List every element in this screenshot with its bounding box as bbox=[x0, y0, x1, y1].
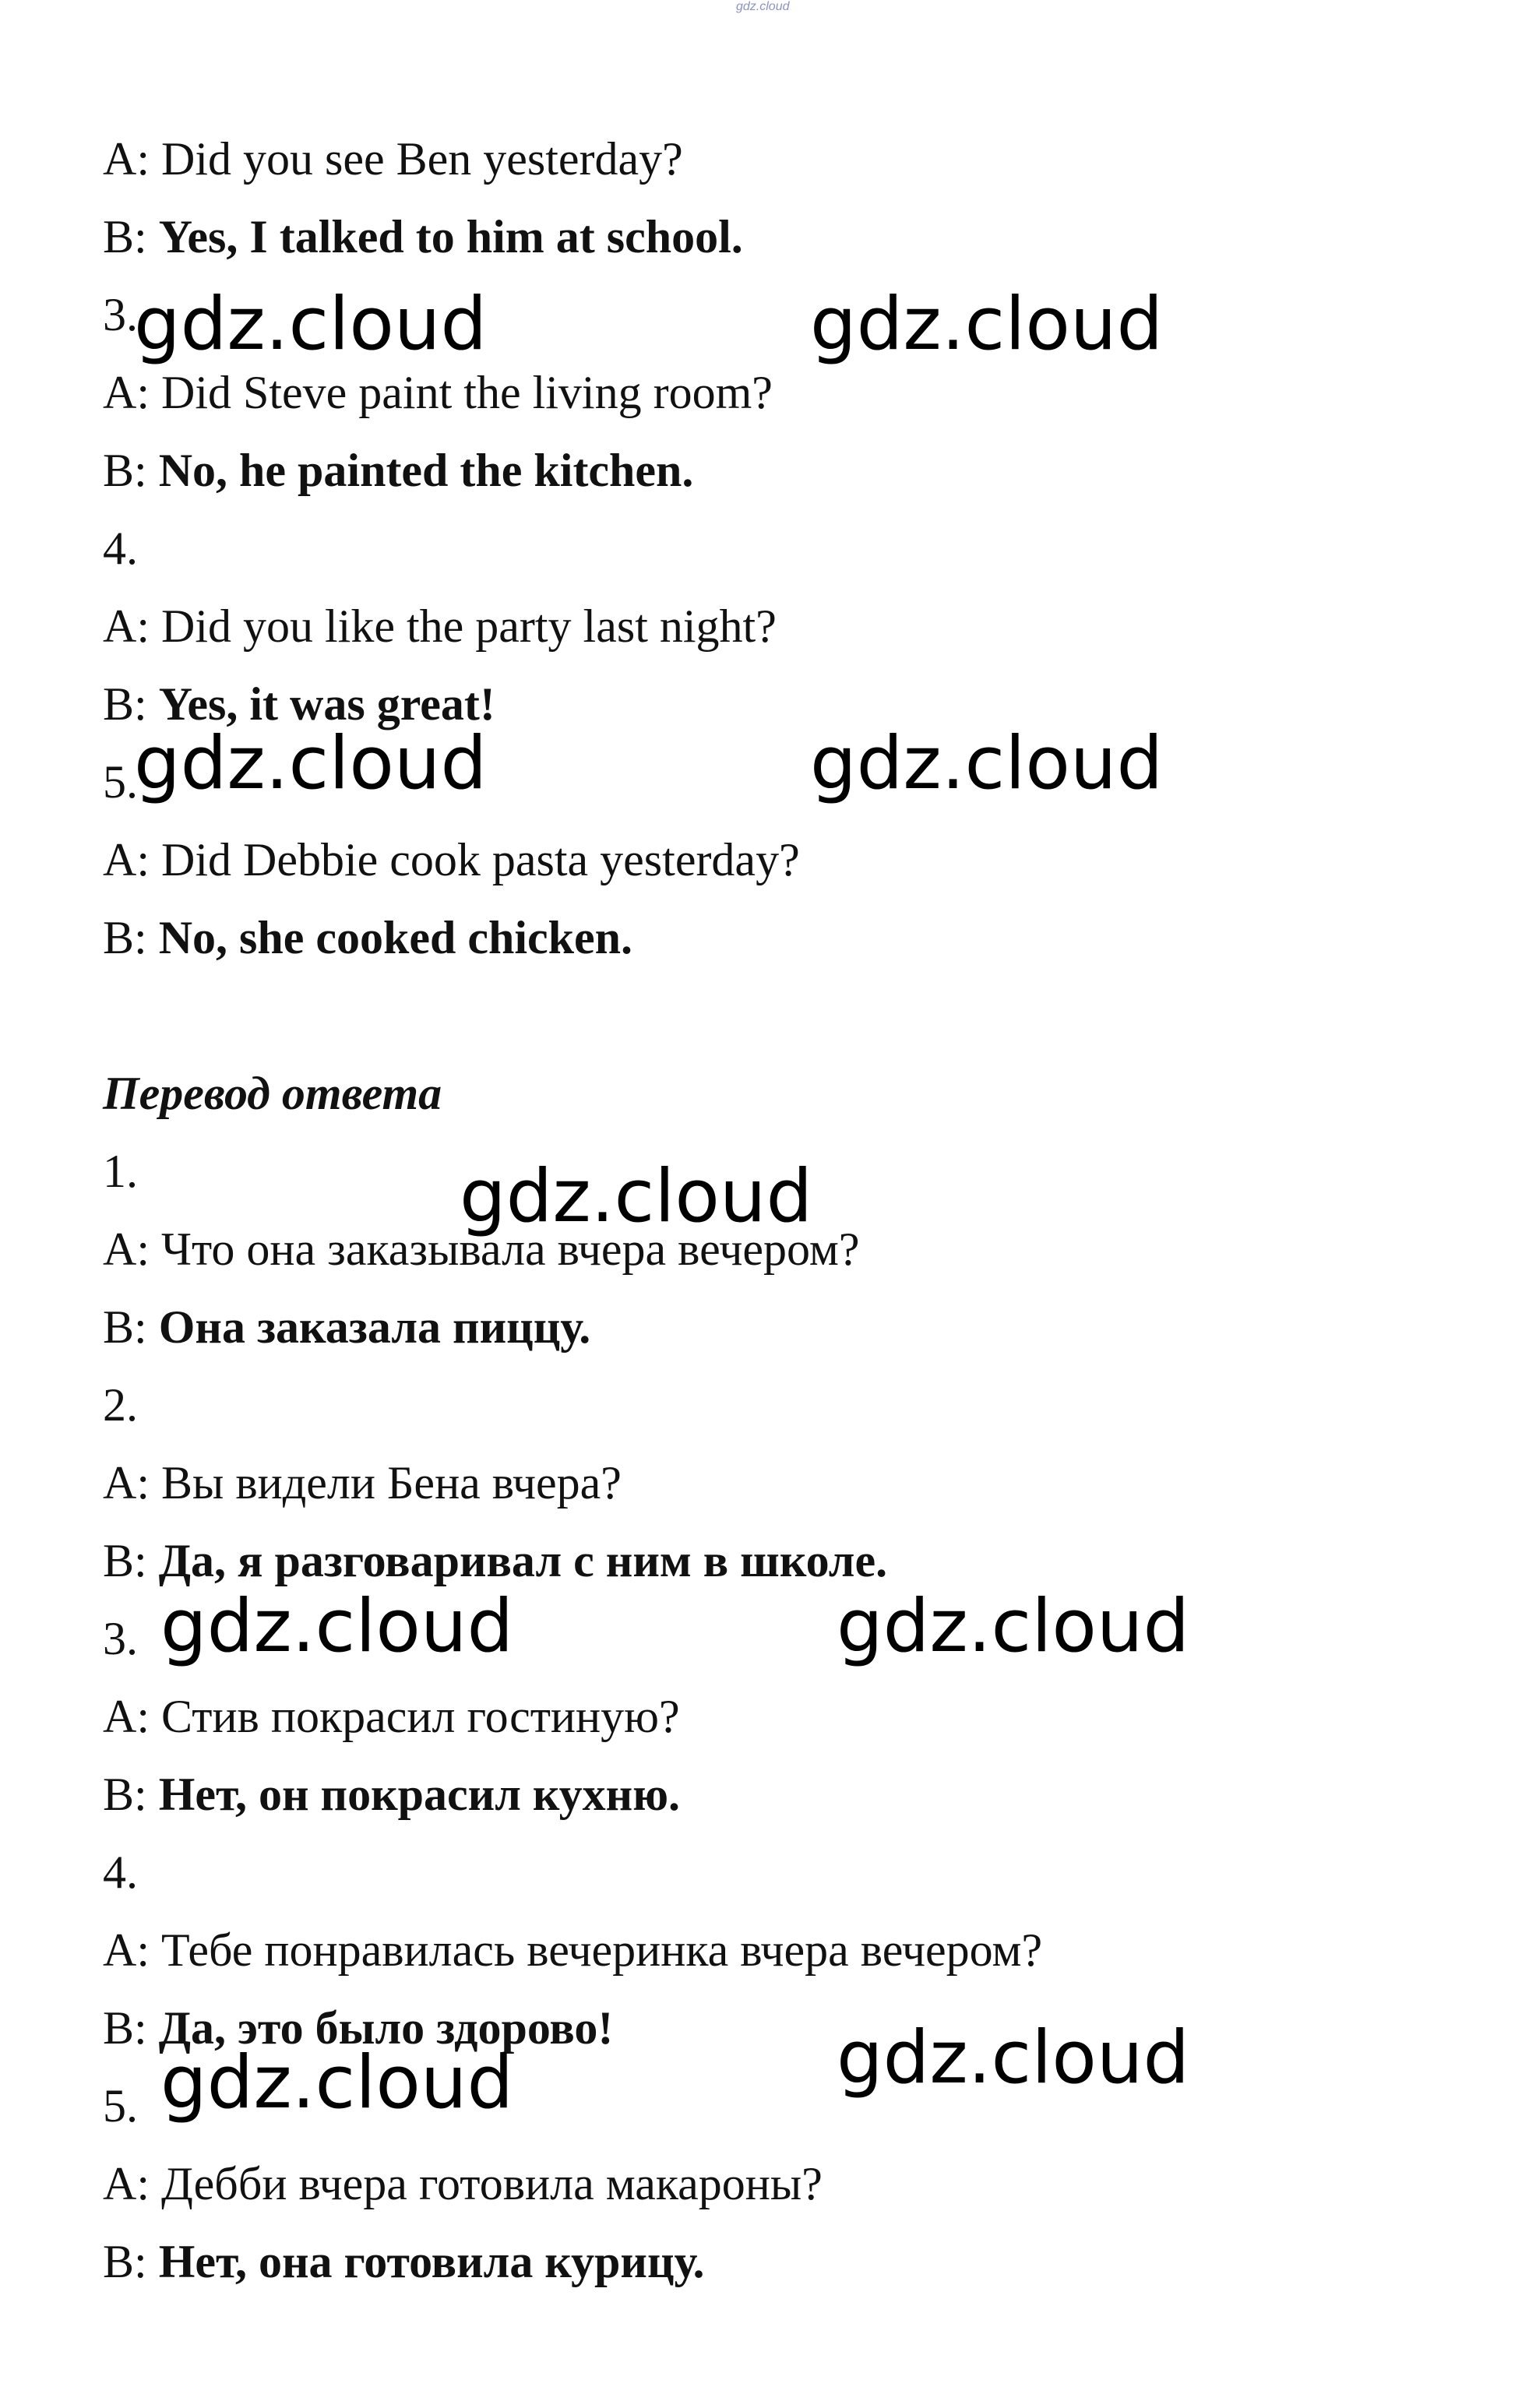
item-number bbox=[103, 2080, 138, 2132]
watermark: gdz.cloud bbox=[460, 1154, 813, 1239]
watermark: gdz.cloud bbox=[810, 721, 1164, 806]
dialogue-line bbox=[103, 1537, 887, 1584]
watermark: gdz.cloud bbox=[837, 1584, 1190, 1669]
dialogue-line bbox=[103, 678, 495, 730]
answer-text: Да, я разговаривал с ним в школе. bbox=[158, 1535, 888, 1586]
speaker-label: A: bbox=[103, 834, 161, 885]
speaker-label: B: bbox=[103, 1769, 159, 1820]
item-number bbox=[103, 1379, 138, 1431]
speaker-label: A: bbox=[103, 1691, 161, 1742]
section-heading: Перевод ответа bbox=[103, 1068, 442, 1119]
question-text: Did Debbie cook pasta yesterday? bbox=[161, 834, 800, 885]
answer-text: Нет, она готовила курицу. bbox=[158, 2236, 705, 2287]
item-number bbox=[103, 1846, 138, 1898]
dialogue-line bbox=[103, 914, 632, 961]
speaker-label: A: bbox=[103, 1924, 161, 1976]
dialogue-line bbox=[103, 1771, 680, 1818]
speaker-label: A: bbox=[103, 2158, 161, 2209]
speaker-label: A: bbox=[103, 133, 161, 185]
watermark: gdz.cloud bbox=[810, 282, 1164, 367]
watermark: gdz.cloud bbox=[134, 282, 488, 367]
dialogue-line bbox=[103, 133, 683, 185]
item-number bbox=[103, 756, 138, 808]
dialogue-line bbox=[103, 836, 800, 883]
question-text: Did you like the party last night? bbox=[161, 600, 777, 652]
header-watermark: gdz.cloud bbox=[736, 0, 790, 13]
number-label: 5. bbox=[103, 756, 138, 808]
watermark: gdz.cloud bbox=[837, 2015, 1190, 2100]
item-number bbox=[103, 291, 138, 338]
speaker-label: B: bbox=[103, 912, 159, 963]
speaker-label: A: bbox=[103, 1457, 161, 1509]
number-label: 5. bbox=[103, 2080, 138, 2132]
question-text: Дебби вчера готовила макароны? bbox=[161, 2158, 823, 2209]
speaker-label: A: bbox=[103, 367, 161, 418]
question-text: Стив покрасил гостиную? bbox=[161, 1691, 680, 1742]
speaker-label: B: bbox=[103, 2002, 159, 2054]
dialogue-line bbox=[103, 1693, 680, 1740]
question-text: Did Steve paint the living room? bbox=[161, 367, 773, 418]
answer-text: Нет, он покрасил кухню. bbox=[158, 1769, 681, 1820]
dialogue-line bbox=[103, 600, 777, 652]
answer-text: Да, это было здорово! bbox=[158, 2002, 614, 2054]
speaker-label: B: bbox=[103, 2236, 159, 2287]
number-label: 4. bbox=[103, 1846, 138, 1898]
dialogue-line bbox=[103, 1457, 622, 1509]
speaker-label: A: bbox=[103, 1223, 161, 1275]
dialogue-line bbox=[103, 1924, 1043, 1976]
answer-text: Она заказала пиццу. bbox=[158, 1301, 591, 1353]
answer-text: No, she cooked chicken. bbox=[158, 912, 633, 963]
question-text: Тебе понравилась вечеринка вчера вечером? bbox=[161, 1924, 1043, 1976]
question-text: Did you see Ben yesterday? bbox=[161, 133, 683, 185]
speaker-label: B: bbox=[103, 445, 159, 496]
item-number bbox=[103, 525, 138, 572]
number-label: 2. bbox=[103, 1379, 138, 1431]
watermark: gdz.cloud bbox=[134, 721, 488, 806]
speaker-label: B: bbox=[103, 1301, 159, 1353]
number-label: 3. bbox=[103, 1613, 138, 1664]
number-label: 3. bbox=[103, 289, 138, 340]
dialogue-line bbox=[103, 213, 743, 260]
watermark: gdz.cloud bbox=[160, 2040, 514, 2125]
speaker-label: B: bbox=[103, 678, 159, 730]
speaker-label: B: bbox=[103, 211, 159, 262]
item-number bbox=[103, 1615, 138, 1662]
speaker-label: A: bbox=[103, 600, 161, 652]
item-number bbox=[103, 1148, 138, 1195]
answer-text: Yes, I talked to him at school. bbox=[158, 211, 743, 262]
dialogue-line bbox=[103, 2160, 823, 2207]
dialogue-line bbox=[103, 1301, 591, 1353]
question-text: Что она заказывала вчера вечером? bbox=[161, 1223, 860, 1275]
dialogue-line bbox=[103, 369, 773, 416]
dialogue-line bbox=[103, 447, 693, 494]
answer-text: No, he painted the kitchen. bbox=[158, 445, 694, 496]
speaker-label: B: bbox=[103, 1535, 159, 1586]
number-label: 1. bbox=[103, 1146, 138, 1197]
number-label: 4. bbox=[103, 523, 138, 574]
question-text: Вы видели Бена вчера? bbox=[161, 1457, 622, 1509]
answer-text: Yes, it was great! bbox=[158, 678, 495, 730]
watermark: gdz.cloud bbox=[160, 1584, 514, 1669]
dialogue-line bbox=[103, 2238, 705, 2285]
